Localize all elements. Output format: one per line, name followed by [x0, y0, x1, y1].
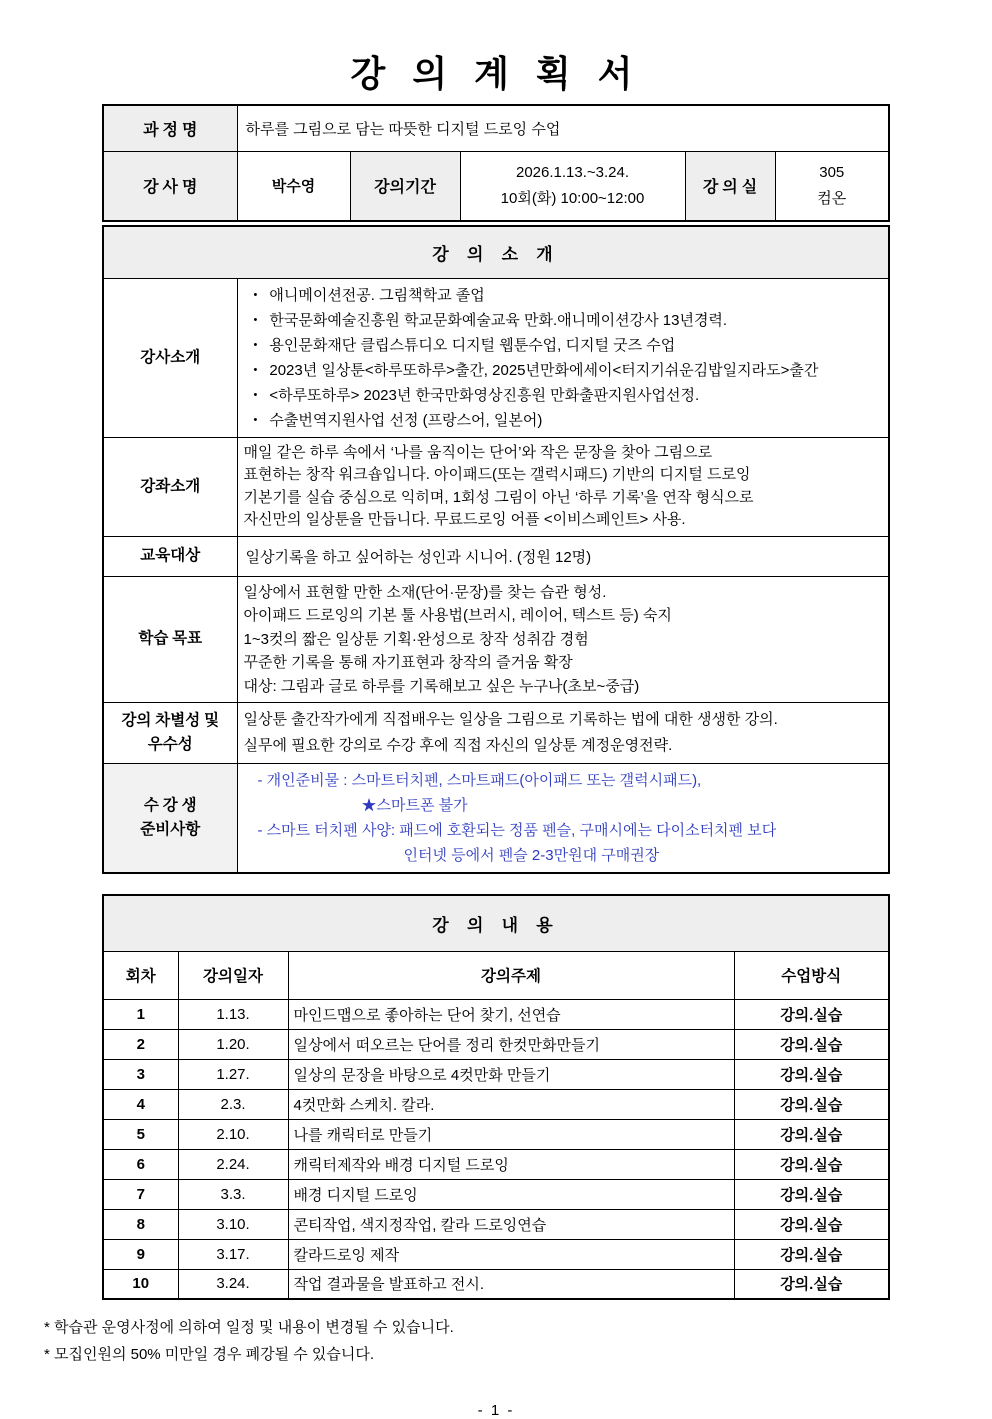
period-label: 강의기간 [350, 151, 460, 221]
text-line: 대상: 그림과 글로 하루를 기록해보고 싶은 누구나(초보~중급) [243, 677, 640, 695]
text-line: 매일 같은 하루 속에서 ‘나를 움직이는 단어’와 작은 문장을 찾아 그림으로 [243, 443, 713, 461]
text-line: 일상툰 출간작가에게 직접배우는 일상을 그림으로 기록하는 법에 대한 생생한 강의. [243, 711, 778, 728]
text-line: 표현하는 창작 워크숍입니다. 아이패드(또는 갤럭시패드) 기반의 디지털 드로잉 [243, 466, 751, 483]
session-method: 강의.실습 [734, 1179, 889, 1209]
page-number: - 1 - [477, 1402, 515, 1419]
bullet-item: • 한국문화예술진흥원 학교문화예술교육 만화.애니메이션강사 13년경력. [244, 308, 883, 333]
intro-table [102, 225, 890, 874]
room-label: 강 의 실 [685, 151, 775, 221]
schedule-row [103, 1209, 889, 1239]
session-no: 1 [103, 999, 178, 1029]
session-method: 강의.실습 [734, 1059, 889, 1089]
intro-section-row [103, 226, 889, 278]
schedule-row [103, 1239, 889, 1269]
period-value [460, 151, 685, 221]
session-topic: 작업 결과물을 발표하고 전시. [288, 1269, 734, 1299]
instructor-label: 강 사 명 [103, 151, 237, 221]
prep-line-items: - 개인준비물 : 스마트터치펜, 스마트패드(아이패드 또는 갤럭시패드), [257, 772, 702, 789]
session-date: 2.24. [178, 1149, 288, 1179]
session-no: 9 [103, 1239, 178, 1269]
prep-line-pen-spec: - 스마트 터치펜 사양: 패드에 호환되는 정품 펜슬, 구매시에는 다이소터치펜 보다 [257, 822, 777, 839]
schedule-row [103, 1029, 889, 1059]
target-row [103, 536, 889, 576]
bullet-item: • 용인문화재단 클립스튜디오 디지털 웹툰수업, 디지털 굿즈 수업 [244, 333, 883, 358]
col-header-date: 강의일자 [178, 951, 288, 999]
distinction-label [103, 703, 237, 764]
bullet-item: • 수출번역지원사업 선정 (프랑스어, 일본어) [244, 408, 883, 433]
instructor-row [103, 151, 889, 221]
session-topic: 콘티작업, 색지정작업, 칼라 드로잉연습 [288, 1209, 734, 1239]
text-line: 기본기를 실습 중심으로 익히며, 1회성 그림이 아닌 ‘하루 기록’을 연작 형식으로 [243, 488, 754, 506]
schedule-row [103, 1179, 889, 1209]
overview-table [102, 104, 890, 222]
course-name-row [103, 105, 889, 151]
room-value [775, 151, 889, 221]
session-method: 강의.실습 [734, 1209, 889, 1239]
schedule-row [103, 1119, 889, 1149]
text-line: 아이패드 드로잉의 기본 툴 사용법(브러시, 레이어, 텍스트 등) 숙지 [243, 607, 672, 624]
footnote-cancellation: * 모집인원의 50% 미만일 경우 폐강될 수 있습니다. [44, 1346, 375, 1363]
footnotes [44, 1314, 992, 1368]
session-date: 1.20. [178, 1029, 288, 1059]
schedule-section-row [103, 895, 889, 951]
session-method: 강의.실습 [734, 1149, 889, 1179]
col-header-no: 회차 [103, 951, 178, 999]
text-line: 자신만의 일상툰을 만듭니다. 무료드로잉 어플 <이비스페인트> 사용. [243, 511, 686, 528]
session-method: 강의.실습 [734, 1119, 889, 1149]
preparation-label-line1: 수 강 생 [143, 797, 197, 814]
target-content: 일상기록을 하고 싶어하는 성인과 시니어. (정원 12명) [237, 536, 889, 576]
session-method: 강의.실습 [734, 999, 889, 1029]
schedule-section-title: 강 의 내 용 [103, 895, 889, 951]
session-topic: 칼라드로잉 제작 [288, 1239, 734, 1269]
session-no: 2 [103, 1029, 178, 1059]
distinction-label-line2: 우수성 [147, 736, 193, 753]
session-topic: 나를 캐릭터로 만들기 [288, 1119, 734, 1149]
room-name: 컴온 [817, 189, 847, 207]
objectives-content [237, 576, 889, 703]
schedule-row [103, 1269, 889, 1299]
session-topic: 배경 디지털 드로잉 [288, 1179, 734, 1209]
distinction-row [103, 703, 889, 764]
period-sessions: 10회(화) 10:00~12:00 [500, 189, 645, 207]
course-intro-content [237, 437, 889, 536]
session-no: 7 [103, 1179, 178, 1209]
col-header-method: 수업방식 [734, 951, 889, 999]
session-date: 3.24. [178, 1269, 288, 1299]
session-topic: 마인드맵으로 좋아하는 단어 찾기, 선연습 [288, 999, 734, 1029]
target-label: 교육대상 [103, 536, 237, 576]
session-no: 8 [103, 1209, 178, 1239]
col-header-topic: 강의주제 [288, 951, 734, 999]
preparation-label-line2: 준비사항 [140, 821, 201, 838]
session-date: 3.17. [178, 1239, 288, 1269]
session-topic: 4컷만화 스케치. 칼라. [288, 1089, 734, 1119]
schedule-table [102, 894, 890, 1300]
preparation-content [237, 764, 889, 874]
session-method: 강의.실습 [734, 1089, 889, 1119]
instructor-intro-row [103, 278, 889, 437]
instructor-name: 박수영 [237, 151, 350, 221]
schedule-row [103, 1089, 889, 1119]
session-date: 1.13. [178, 999, 288, 1029]
page-title: 강 의 계 획 서 [350, 54, 642, 94]
course-name-value: 하루를 그림으로 담는 따뜻한 디지털 드로잉 수업 [237, 105, 889, 151]
preparation-label [103, 764, 237, 874]
session-date: 1.27. [178, 1059, 288, 1089]
session-no: 5 [103, 1119, 178, 1149]
session-method: 강의.실습 [734, 1029, 889, 1059]
objectives-label: 학습 목표 [103, 576, 237, 703]
text-line: 일상에서 표현할 만한 소재(단어·문장)를 찾는 습관 형성. [243, 583, 607, 601]
session-no: 6 [103, 1149, 178, 1179]
room-number: 305 [819, 163, 845, 181]
session-method: 강의.실습 [734, 1239, 889, 1269]
prep-line-no-smartphone: ★스마트폰 불가 [361, 797, 468, 814]
session-date: 2.10. [178, 1119, 288, 1149]
session-date: 3.10. [178, 1209, 288, 1239]
prep-line-purchase: 인터넷 등에서 펜슬 2-3만원대 구매권장 [403, 847, 660, 864]
period-dates: 2026.1.13.~3.24. [515, 163, 630, 181]
course-intro-label: 강좌소개 [103, 437, 237, 536]
session-method: 강의.실습 [734, 1269, 889, 1299]
session-no: 4 [103, 1089, 178, 1119]
session-topic: 일상의 문장을 바탕으로 4컷만화 만들기 [288, 1059, 734, 1089]
schedule-row [103, 1149, 889, 1179]
session-topic: 일상에서 떠오르는 단어를 정리 한컷만화만들기 [288, 1029, 734, 1059]
text-line: 꾸준한 기록을 통해 자기표현과 창작의 즐거움 확장 [243, 654, 573, 671]
schedule-row [103, 999, 889, 1029]
intro-section-title: 강 의 소 개 [103, 226, 889, 278]
preparation-row [103, 764, 889, 874]
course-name-label: 과 정 명 [103, 105, 237, 151]
schedule-row [103, 1059, 889, 1089]
bullet-item: • 2023년 일상툰<하루또하루>출간, 2025년만화에세이<터지기쉬운김밥일지라도>출간 [244, 358, 883, 383]
bullet-item: • <하루또하루> 2023년 한국만화영상진흥원 만화출판지원사업선정. [244, 383, 883, 408]
bullet-item: • 애니메이션전공. 그림책학교 졸업 [244, 283, 883, 308]
footnote-schedule-change: * 학습관 운영사정에 의하여 일정 및 내용이 변경될 수 있습니다. [44, 1319, 454, 1336]
objectives-row [103, 576, 889, 703]
instructor-intro-label: 강사소개 [103, 278, 237, 437]
schedule-header-row [103, 951, 889, 999]
session-date: 3.3. [178, 1179, 288, 1209]
text-line: 실무에 필요한 강의로 수강 후에 직접 자신의 일상툰 계정운영전략. [243, 737, 673, 754]
text-line: 1~3컷의 짧은 일상툰 기획·완성으로 창작 성취감 경험 [243, 630, 589, 648]
session-no: 3 [103, 1059, 178, 1089]
distinction-content [237, 703, 889, 764]
course-intro-row [103, 437, 889, 536]
distinction-label-line1: 강의 차별성 및 [121, 712, 220, 729]
session-no: 10 [103, 1269, 178, 1299]
session-topic: 캐릭터제작와 배경 디지털 드로잉 [288, 1149, 734, 1179]
session-date: 2.3. [178, 1089, 288, 1119]
instructor-intro-content [237, 278, 889, 437]
